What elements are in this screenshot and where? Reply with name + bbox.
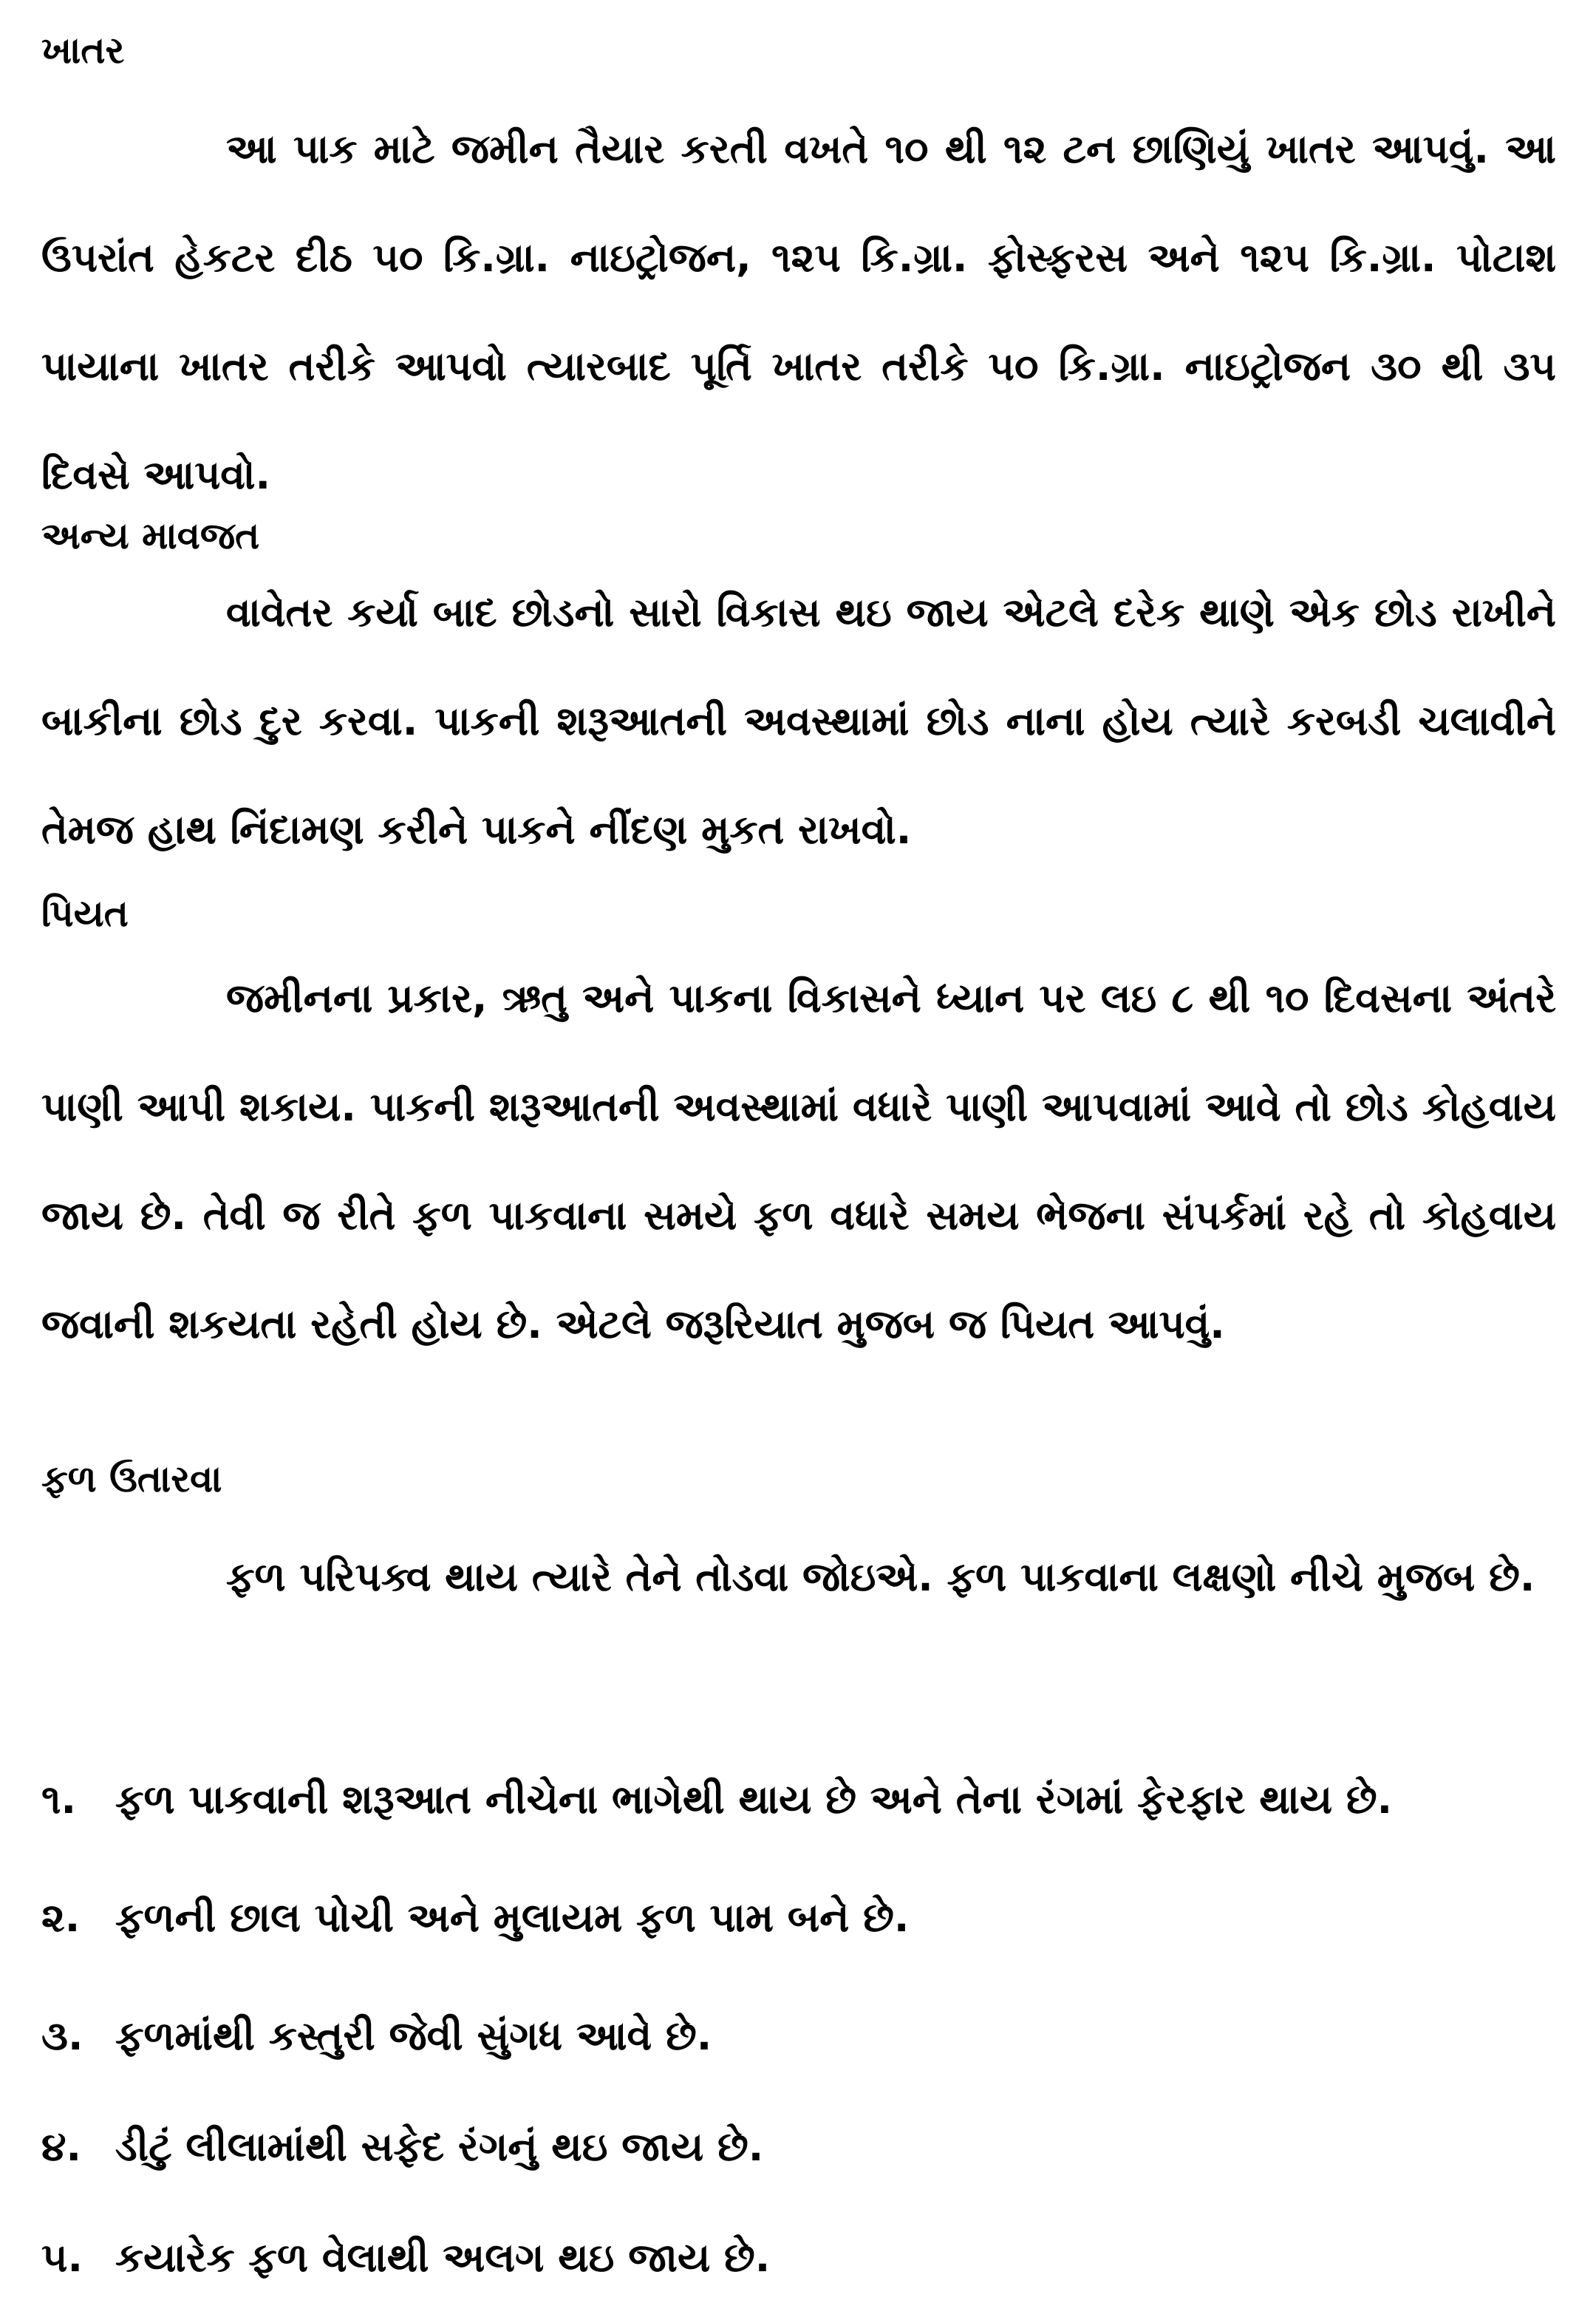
list-text: ડીટું લીલામાંથી સફેદ રંગનું થઇ જાય છે. xyxy=(115,2123,764,2170)
paragraph-fertilizer: આ પાક માટે જમીન તૈયાર કરતી વખતે ૧૦ થી ૧૨ ટન છાણિયું ખાતર આપવું. આ ઉપરાંત હેકટર દીઠ ૫૦ કિ.ગ્રા. નાઇટ્રોજન, ૧૨૫ કિ.ગ્રા. ફોસ્ફરસ અને ૧૨૫ કિ.ગ્રા. પોટાશ પાયાના ખાતર તરીકે આપવો ત્યારબાદ પૂર્તિ ખાતર તરીકે ૫૦ કિ.ગ્રા. નાઇટ્રોજન ૩૦ થી ૩૫ દિવસે આપવો. xyxy=(41,126,1556,498)
list-item xyxy=(41,1774,1563,1826)
list-item xyxy=(41,1892,1563,1944)
paragraph-harvest: ફળ પરિપક્વ થાય ત્યારે તેને તોડવા જોઇએ. ફળ પાકવાના લક્ષણો નીચે મુજબ છે. xyxy=(226,1554,1535,1600)
list-text: ફળમાંથી કસ્તુરી જેવી સુંગધ આવે છે. xyxy=(115,2013,712,2059)
heading-harvest: ફળ ઉતારવા xyxy=(41,1457,222,1500)
list-number: ૫. xyxy=(41,2234,83,2281)
list-text: ફળ પાકવાની શરૂઆત નીચેના ભાગેથી થાય છે અને તેના રંગમાં ફેરફાર થાય છે. xyxy=(115,1776,1393,1823)
list-item xyxy=(41,2121,1563,2173)
list-number: ૩. xyxy=(41,2013,83,2059)
heading-fertilizer: ખાતર xyxy=(41,29,125,72)
list-item xyxy=(41,2010,1563,2062)
paragraph-other-care: વાવેતર કર્યા બાદ છોડનો સારો વિકાસ થઇ જાય એટલે દરેક થાણે એક છોડ રાખીને બાકીના છોડ દુર કરવા. પાકની શરૂઆતની અવસ્થામાં છોડ નાના હોય ત્યારે કરબડી ચલાવીને તેમજ હાથ નિંદામણ કરીને પાકને નીંદણ મુકત રાખવો. xyxy=(41,589,1556,853)
list-text: ફળની છાલ પોચી અને મુલાયમ ફળ પામ બને છે. xyxy=(115,1894,910,1941)
list-item xyxy=(41,2232,1563,2284)
list-number: ૪. xyxy=(41,2123,81,2170)
list-text: કયારેક ફળ વેલાથી અલગ થઇ જાય છે. xyxy=(115,2234,771,2281)
heading-irrigation: પિયત xyxy=(41,892,129,935)
paragraph-irrigation: જમીનના પ્રકાર, ઋતુ અને પાકના વિકાસને ધ્યાન પર લઇ ૮ થી ૧૦ દિવસના અંતરે પાણી આપી શકાય. પાકની શરૂઆતની અવસ્થામાં વધારે પાણી આપવામાં આવે તો છોડ કોહવાય જાય છે. તેવી જ રીતે ફળ પાકવાના સમયે ફળ વધારે સમય ભેજના સંપર્કમાં રહે તો કોહવાય જવાની શકયતા રહેતી હોય છે. એટલે જરૂરિયાત મુજબ જ પિયત આપવું. xyxy=(41,975,1556,1347)
list-number: ૨. xyxy=(41,1894,81,1941)
heading-other-care: અન્ય માવજત xyxy=(41,514,260,557)
list-number: ૧. xyxy=(41,1776,76,1823)
